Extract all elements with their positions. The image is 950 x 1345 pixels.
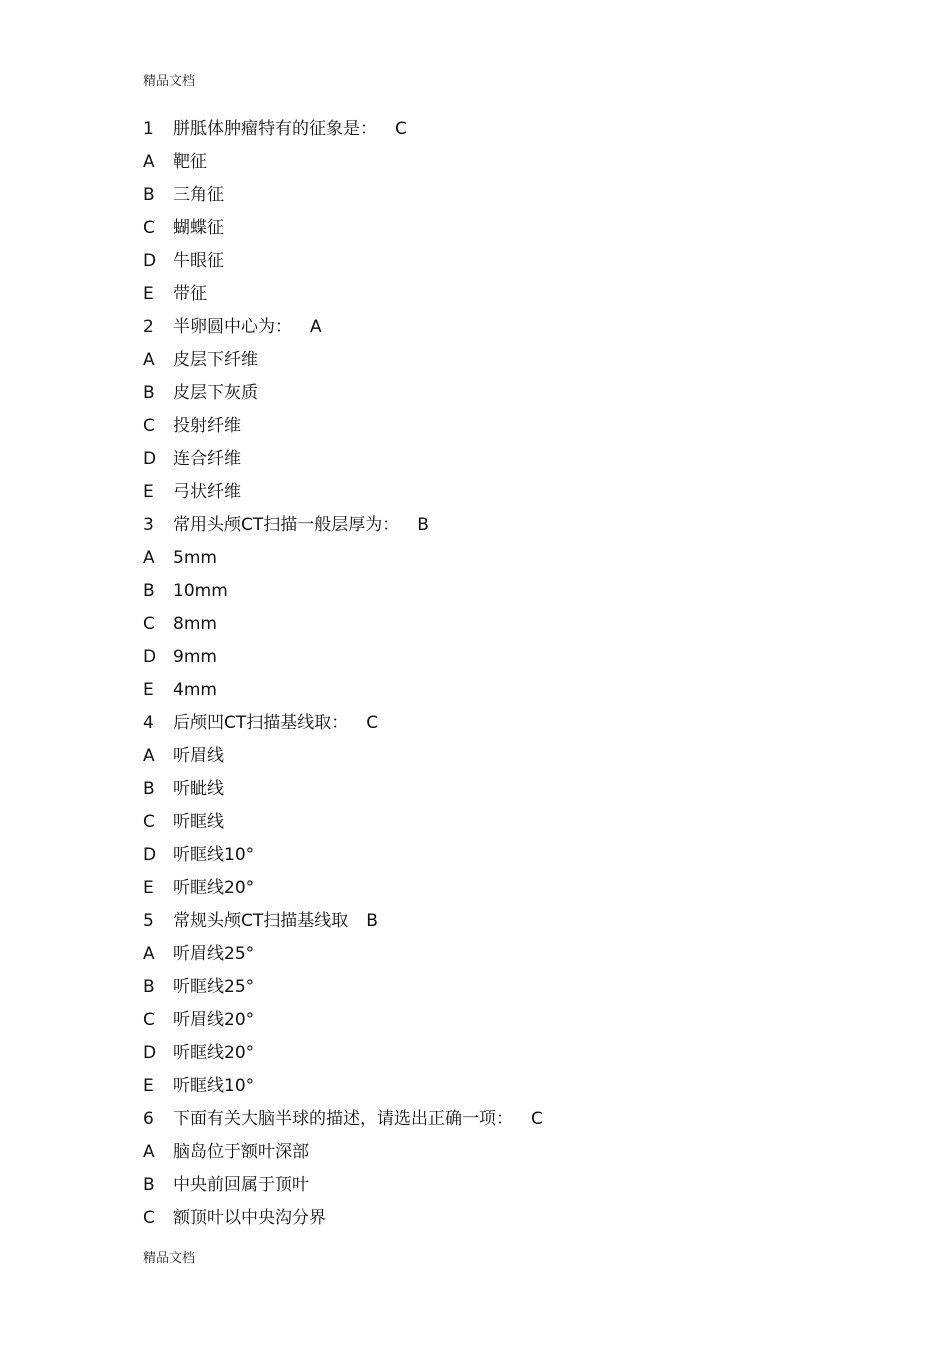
option-line — [143, 942, 254, 966]
option-line — [143, 678, 217, 702]
answer-key: C — [531, 1109, 543, 1129]
option-letter: A — [143, 1142, 155, 1162]
option-letter: A — [143, 350, 155, 370]
page-header: 精品文档 — [143, 74, 196, 89]
option-text: 听眶线20° — [173, 1043, 255, 1063]
page-footer: 精品文档 — [143, 1251, 196, 1266]
option-letter: C — [143, 812, 155, 832]
question-line — [143, 909, 378, 933]
option-line — [143, 1041, 254, 1065]
question-text: 常用头颅CT扫描一般层厚为： — [173, 515, 400, 535]
option-text: 听眶线25° — [173, 977, 255, 997]
option-text: 听眉线20° — [173, 1010, 255, 1030]
option-text: 听眶线 — [173, 812, 224, 832]
option-letter: B — [143, 977, 155, 997]
option-letter: E — [143, 1076, 154, 1096]
option-letter: A — [143, 548, 155, 568]
answer-key: B — [417, 515, 429, 535]
question-line — [143, 513, 429, 537]
question-text: 下面有关大脑半球的描述，请选出正确一项： — [173, 1109, 513, 1129]
answer-key: A — [310, 317, 322, 337]
question-number: 1 — [143, 119, 154, 139]
option-text: 听眶线10° — [173, 1076, 255, 1096]
option-letter: C — [143, 218, 155, 238]
option-line — [143, 546, 217, 570]
answer-key: C — [366, 713, 379, 733]
option-line — [143, 810, 224, 834]
option-letter: E — [143, 482, 154, 502]
option-line — [143, 975, 254, 999]
option-line — [143, 876, 254, 900]
option-letter: B — [143, 779, 155, 799]
question-line — [143, 315, 322, 339]
option-text: 连合纤维 — [173, 449, 241, 469]
option-line — [143, 843, 254, 867]
option-text: 听眦线 — [173, 779, 224, 799]
option-text: 听眶线20° — [173, 878, 255, 898]
option-letter: B — [143, 1175, 155, 1195]
answer-key: B — [366, 911, 378, 931]
option-letter: B — [143, 185, 155, 205]
option-letter: C — [143, 1208, 155, 1228]
option-line — [143, 1140, 309, 1164]
question-number: 5 — [143, 911, 154, 931]
option-letter: A — [143, 152, 155, 172]
option-letter: C — [143, 614, 155, 634]
option-text: 弓状纤维 — [173, 482, 241, 502]
question-text: 后颅凹CT扫描基线取： — [173, 713, 349, 733]
option-line — [143, 1206, 326, 1230]
option-text: 听眉线 — [173, 746, 224, 766]
option-letter: C — [143, 416, 155, 436]
option-text: 5mm — [173, 548, 217, 568]
option-letter: E — [143, 680, 154, 700]
option-line — [143, 447, 241, 471]
option-text: 皮层下纤维 — [173, 350, 258, 370]
option-line — [143, 744, 224, 768]
option-line — [143, 348, 258, 372]
option-text: 靶征 — [173, 152, 207, 172]
option-line — [143, 150, 207, 174]
option-letter: E — [143, 284, 154, 304]
option-text: 9mm — [173, 647, 217, 667]
option-text: 皮层下灰质 — [173, 383, 258, 403]
option-letter: B — [143, 383, 155, 403]
question-text: 常规头颅CT扫描基线取 — [173, 911, 349, 931]
option-line — [143, 1173, 309, 1197]
question-number: 3 — [143, 515, 154, 535]
option-letter: D — [143, 647, 157, 667]
option-text: 听眶线10° — [173, 845, 255, 865]
question-text: 胼胝体肿瘤特有的征象是： — [173, 119, 377, 139]
option-text: 中央前回属于顶叶 — [173, 1175, 309, 1195]
option-letter: D — [143, 845, 157, 865]
option-letter: D — [143, 1043, 157, 1063]
question-number: 2 — [143, 317, 154, 337]
question-text: 半卵圆中心为： — [173, 317, 292, 337]
option-text: 脑岛位于额叶深部 — [173, 1142, 309, 1162]
question-line — [143, 117, 407, 141]
option-letter: D — [143, 449, 157, 469]
option-line — [143, 249, 224, 273]
option-text: 10mm — [173, 581, 228, 601]
question-number: 4 — [143, 713, 154, 733]
option-letter: A — [143, 944, 155, 964]
option-text: 三角征 — [173, 185, 224, 205]
option-text: 牛眼征 — [173, 251, 224, 271]
option-text: 投射纤维 — [173, 416, 241, 436]
option-line — [143, 414, 241, 438]
option-line — [143, 1074, 254, 1098]
option-line — [143, 777, 224, 801]
option-line — [143, 282, 207, 306]
option-line — [143, 381, 258, 405]
question-number: 6 — [143, 1109, 154, 1129]
option-line — [143, 579, 228, 603]
option-line — [143, 183, 224, 207]
option-text: 4mm — [173, 680, 217, 700]
option-letter: D — [143, 251, 157, 271]
option-text: 带征 — [173, 284, 207, 304]
option-letter: A — [143, 746, 155, 766]
option-line — [143, 612, 217, 636]
option-line — [143, 645, 217, 669]
question-line — [143, 711, 378, 735]
question-line — [143, 1107, 543, 1131]
option-letter: B — [143, 581, 155, 601]
option-text: 听眉线25° — [173, 944, 255, 964]
option-text: 8mm — [173, 614, 217, 634]
answer-key: C — [395, 119, 407, 139]
option-line — [143, 216, 224, 240]
option-line — [143, 480, 241, 504]
option-letter: C — [143, 1010, 155, 1030]
option-text: 蝴蝶征 — [173, 218, 224, 238]
option-letter: E — [143, 878, 154, 898]
option-text: 额顶叶以中央沟分界 — [173, 1208, 326, 1228]
option-line — [143, 1008, 254, 1032]
